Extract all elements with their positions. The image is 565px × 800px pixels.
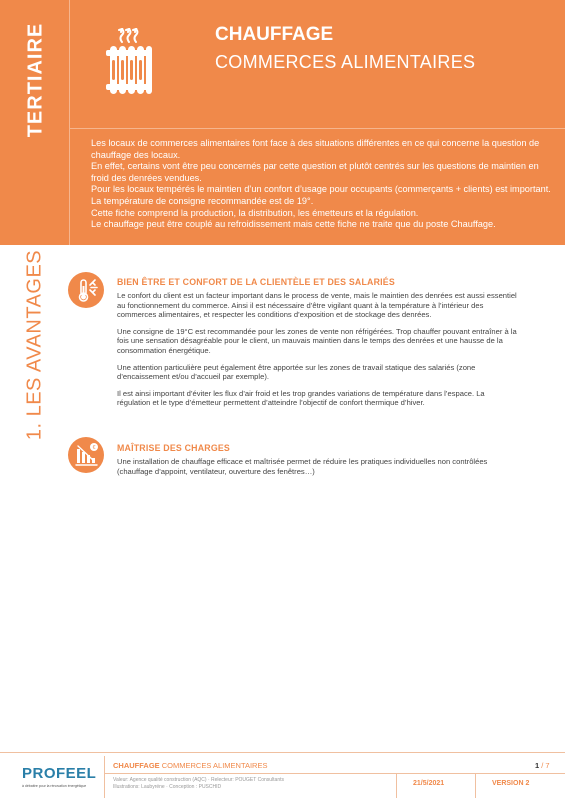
block-title: BIEN ÊTRE ET CONFORT DE LA CLIENTÈLE ET DES SALARIÉS [117, 277, 395, 287]
intro-paragraph: Pour les locaux tempérés le maintien d’un confort d’usage pour occupants (commerçants + clients) est important. La température de consigne recommandée est de 19°. [91, 184, 551, 206]
advantage-block-charges [117, 443, 517, 483]
intro-paragraph: Cette fiche comprend la production, la distribution, les émetteurs et la régulation. [91, 207, 419, 218]
credits-line: Valeur: Agence qualité construction (AQC) · Relecteur: POUGET Consultants [113, 777, 285, 783]
page-title: CHAUFFAGE [215, 24, 334, 45]
footer-separator [104, 773, 565, 774]
footer-version: VERSION 2 [492, 780, 530, 787]
cost-chart-icon [68, 437, 104, 473]
block-paragraph: Le confort du client est un facteur important dans le process de vente, mais le maintien des denrées est aussi essentiel au fonctionnement du commerce. Ainsi il est nécessaire d’être vigilant quant à la température à l’intérieur des commerces alimentaires, et respecter les conditions d’exposition et de stockage des denrées. [117, 291, 517, 320]
header-divider [70, 128, 565, 129]
block-paragraph: Il est ainsi important d’éviter les flux d’air froid et les trop grandes variations de température dans l’espace. La régulation et le type d’émetteur permettent d’atteindre l’objectif de confort thermique d’hiver. [117, 388, 485, 408]
footer-separator [396, 773, 397, 798]
footer-separator [475, 773, 476, 798]
block-paragraph: Une attention particulière peut également être apportée sur les zones de travail statique des salariés (zone d’encaissement et/ou d’accueil par exemple). [117, 362, 476, 382]
footer-title-rest: COMMERCES ALIMENTAIRES [161, 761, 268, 770]
radiator-icon [104, 28, 154, 96]
block-paragraph: Une consigne de 19°C est recommandée pour les zones de vente non réfrigérées. Trop chauffer pouvant entraîner à la fois une sensation désagréable pour le client, un mauvais maintien dans le temps des denrées et une hausse de la consommation énergétique. [117, 326, 517, 355]
intro-paragraph: En effet, certains vont être peu concernés par cette question et plutôt centrés sur les questions de maintien en froid des denrées vendues. [91, 161, 539, 183]
category-label: TERTIAIRE [24, 22, 47, 138]
page-total: / 7 [541, 761, 550, 770]
intro-paragraph: Le chauffage peut être couplé au refroidissement mais cette fiche ne traite que du poste Chauffage. [91, 219, 496, 230]
page-current: 1 [535, 761, 540, 770]
block-paragraph: Une installation de chauffage efficace et maîtrisée permet de réduire les pratiques individuelles non contrôlées (chauffage d’appoint, ventilateur, ouverture des fenêtres…) [117, 457, 488, 476]
footer-divider [0, 752, 565, 753]
thermometer-icon [68, 272, 104, 308]
footer-title [113, 761, 267, 770]
page-number [535, 761, 550, 770]
page-subtitle: COMMERCES ALIMENTAIRES [215, 52, 476, 72]
footer-title-bold: CHAUFFAGE [113, 761, 160, 770]
intro-paragraph: Les locaux de commerces alimentaires font face à des situations différentes en ce qui concerne la question de chauffage des locaux. [91, 138, 540, 160]
profeel-logo: PROFEEL [22, 765, 97, 782]
block-title: MAÎTRISE DES CHARGES [117, 443, 230, 453]
logo-tagline: à débattre pour la rénovation énergétique [22, 784, 87, 788]
section-label: 1. LES AVANTAGES [23, 249, 46, 441]
footer-date: 21/5/2021 [413, 780, 445, 787]
footer-credits [113, 777, 393, 790]
svg-text:€: € [92, 445, 96, 451]
advantage-block-comfort [117, 277, 517, 415]
credits-line: Illustrations: Laubyréne · Conception : PUSCHID [113, 783, 222, 790]
intro-text [91, 138, 551, 231]
footer-separator [104, 756, 105, 798]
